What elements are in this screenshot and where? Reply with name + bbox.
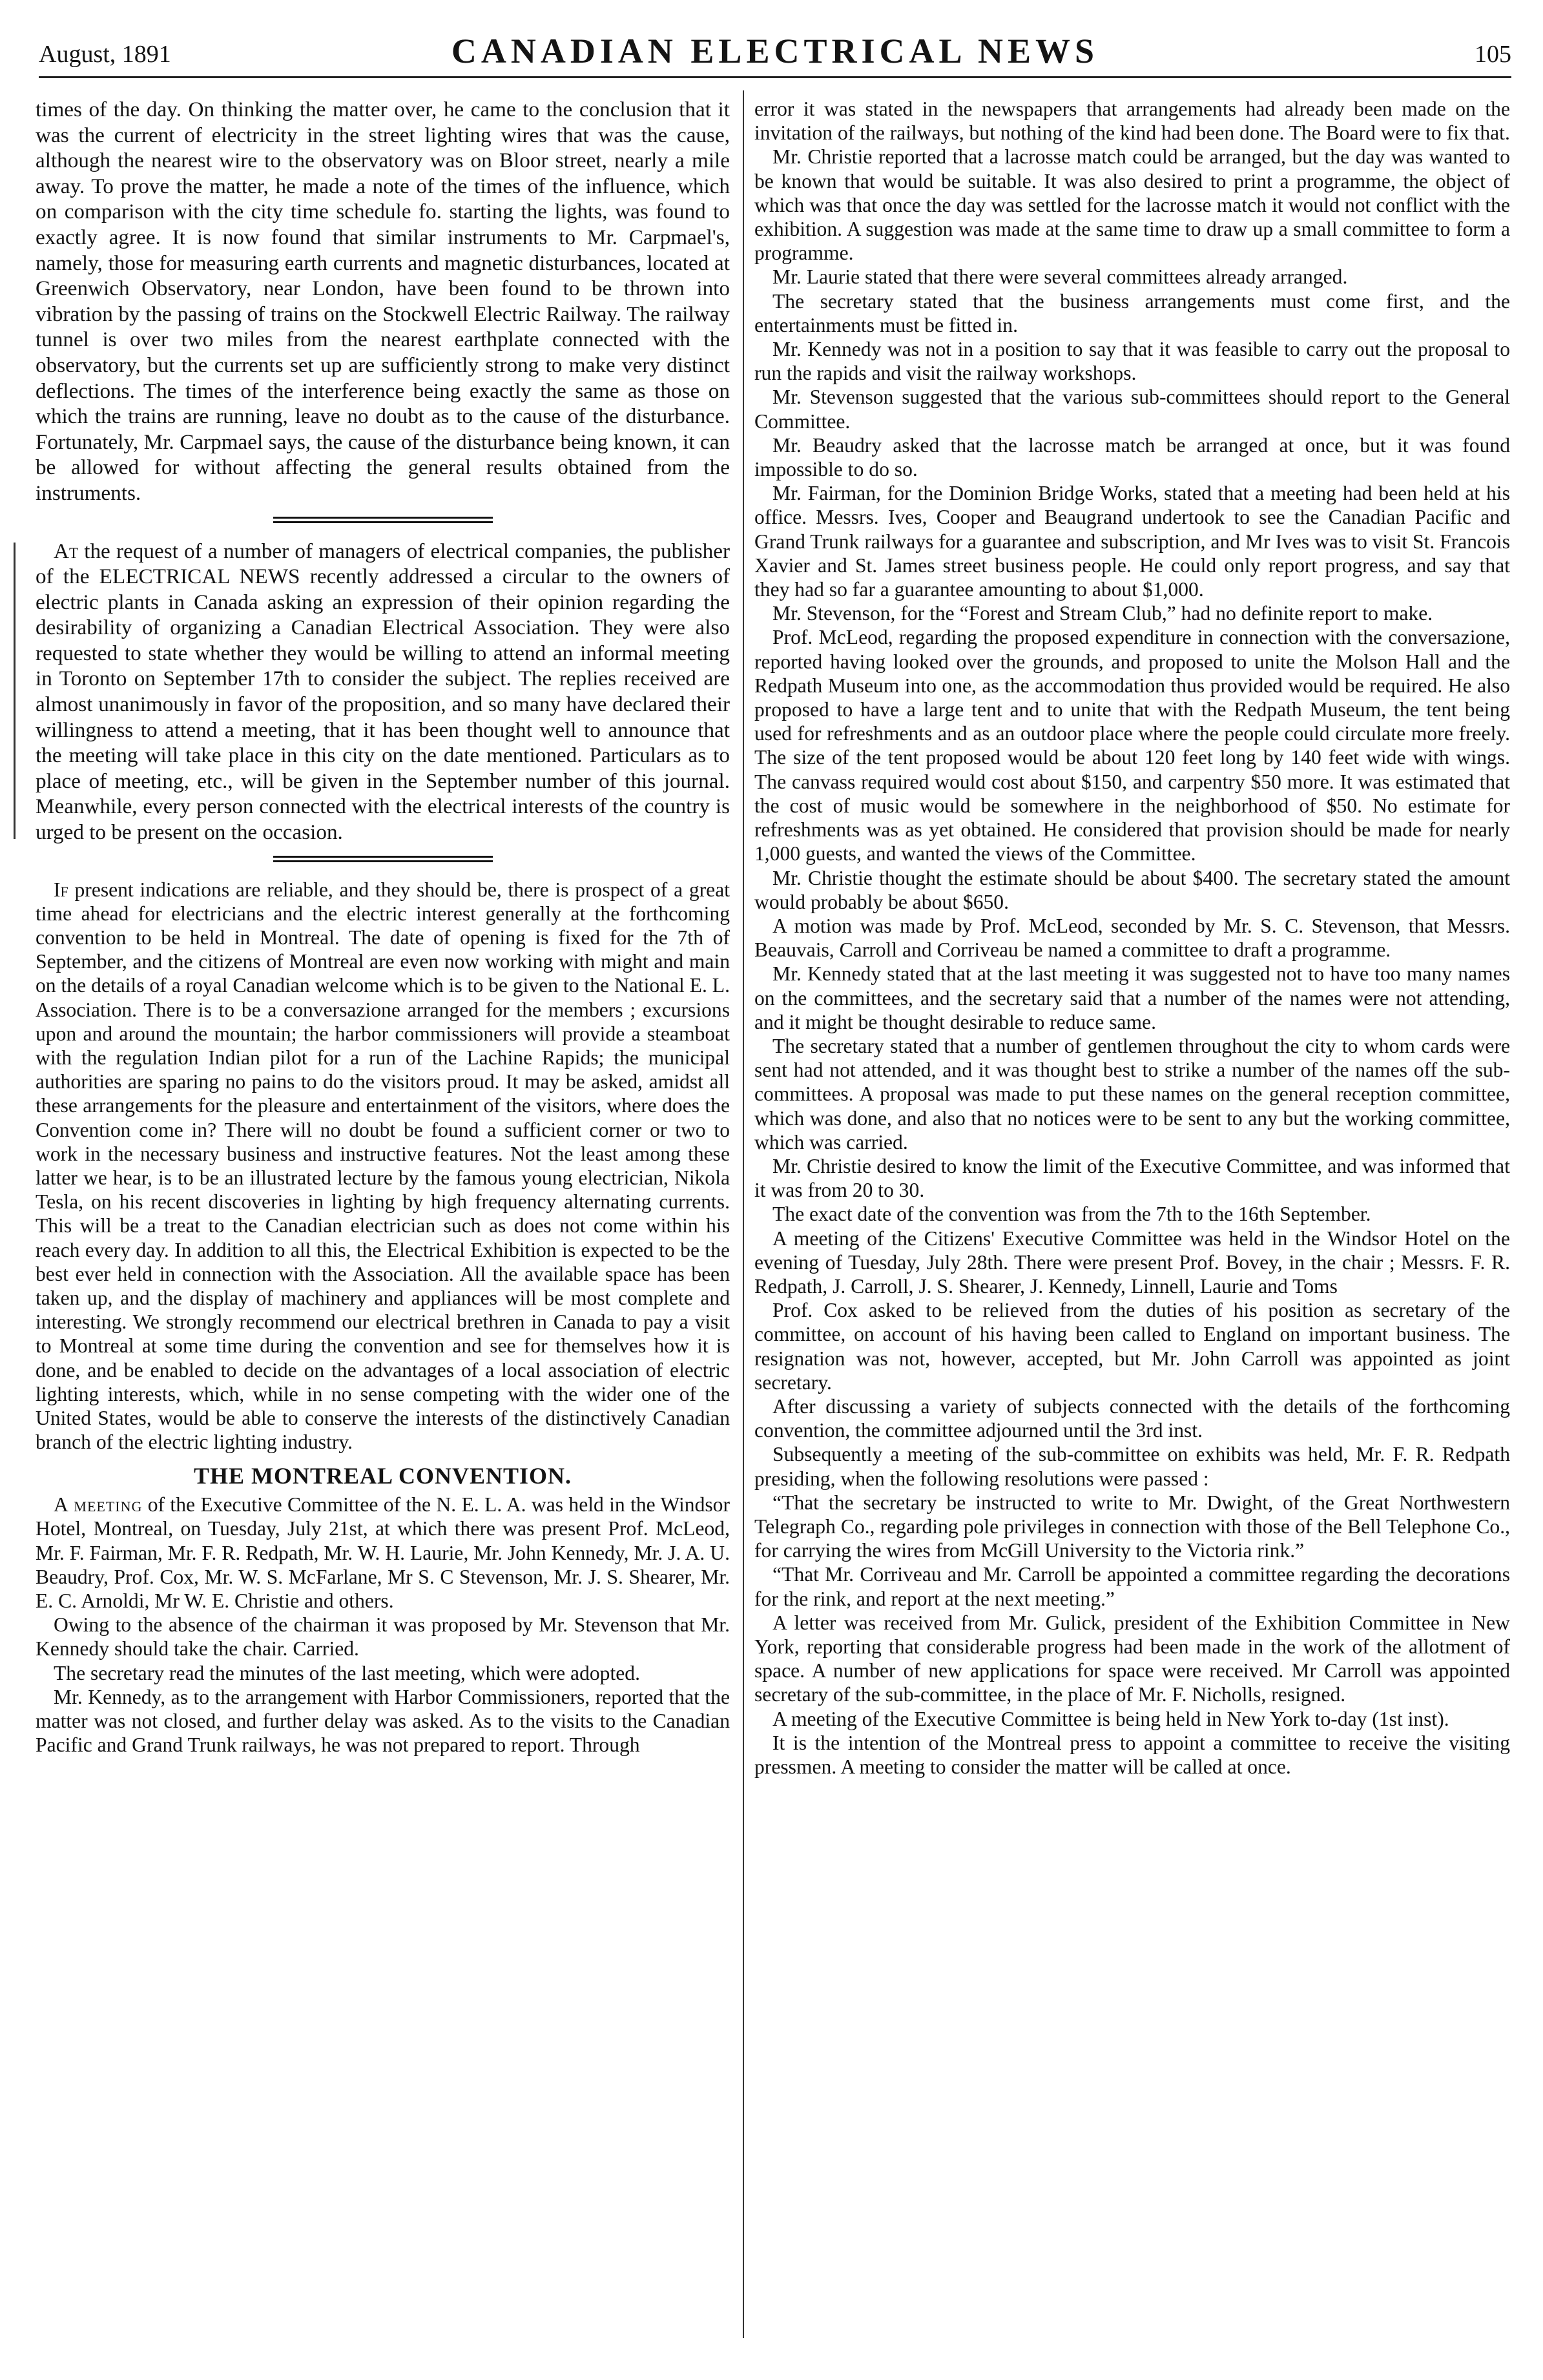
article-paragraph: Owing to the absence of the chairman it was proposed by Mr. Stevenson that Mr. Kennedy should take the chair. Carried. bbox=[36, 1613, 730, 1661]
lead-word: A meeting bbox=[54, 1493, 143, 1516]
section-separator bbox=[273, 515, 493, 526]
article-paragraph: It is the intention of the Montreal press to appoint a committee to receive the visiting pressmen. A meeting to consider the matter will be called at once. bbox=[754, 1731, 1510, 1779]
resolution-quote: “That Mr. Corriveau and Mr. Carroll be appointed a committee regarding the decorations for the rink, and report at the next meeting.” bbox=[754, 1563, 1510, 1610]
article-paragraph: The secretary read the minutes of the last meeting, which were adopted. bbox=[54, 1661, 640, 1684]
section-title: THE MONTREAL CONVENTION. bbox=[193, 1462, 572, 1489]
article-paragraph: Mr. Fairman, for the Dominion Bridge Works, stated that a meeting had been held at his office. Messrs. Ives, Cooper and Beaugrand undertook to see the Canadian Pacific and Grand Trunk railways for a guarantee and subscription, and Mr Ives was to visit St. Francois Xavier and St. James street business people. He could only report progress, and say that they had so far a guarantee amounting to about $1,000. bbox=[754, 482, 1510, 601]
article-paragraph: Subsequently a meeting of the sub-committee on exhibits was held, Mr. F. R. Redpath presiding, when the following resolutions were passed : bbox=[754, 1443, 1510, 1490]
column-divider bbox=[743, 90, 744, 2338]
article-paragraph: The exact date of the convention was from the 7th to the 16th September. bbox=[772, 1203, 1371, 1226]
article-paragraph: Mr. Kennedy was not in a position to say that it was feasible to carry out the proposal to run the rapids and visit the railway workshops. bbox=[754, 338, 1510, 385]
paragraph-text: present indications are reliable, and they should be, there is prospect of a great time ahead for electricians and the electric interest generally at the forthcoming convention to be held in Montreal. The date of opening is fixed for the 7th of September, and the citizens of Montreal are even now working with might and main on the details of a royal Canadian welcome which is to be given to the National E. L. Association. There is to be a conversazione arranged for the members ; excursions upon and around the mountain; the harbor commissioners will provide a steamboat with the regulation Indian pilot for a run of the Lachine Rapids; the municipal authorities are sparing no pains to do the visitors proud. It may be asked, amidst all these arrangements for the pleasure and entertainment of the visitors, where does the Convention come in? There will no doubt be found a sufficient corner or two to work in the necessary business and instructive features. Not the least among these latter we hear, is to be an illustrated lecture by the famous young electrician, Nikola Tesla, on his recent discoveries in lighting by high frequency alternating currents. This will be a treat to the Canadian electrician such as does not come within his reach every day. In addition to all this, the Electrical Exhibition is expected to be the best ever held in connection with the Association. All the available space has been taken up, and the display of machinery and appliances will be most complete and interesting. We strongly recommend our electrical brethren in Canada to pay a visit to Montreal at some time during the convention and see for themselves how it is done, and be enabled to decide on the advantages of a local association of electric lighting interests, which, while in no sense competing with the wider one of the United States, would be able to conserve the interests of the distinctively Canadian branch of the electric lighting industry. bbox=[36, 878, 730, 1454]
article-paragraph: A meeting of the Executive Committee is being held in New York to-day (1st inst). bbox=[772, 1707, 1449, 1730]
lead-word: At bbox=[54, 539, 79, 563]
article-paragraph: Mr. Stevenson suggested that the various sub-committees should report to the General Committee. bbox=[754, 386, 1510, 433]
right-column bbox=[754, 97, 1510, 1779]
article-paragraph: The secretary stated that the business arrangements must come first, and the entertainments must be fitted in. bbox=[754, 289, 1510, 336]
article-paragraph: Mr. Christie desired to know the limit of the Executive Committee, and was informed that it was from 20 to 30. bbox=[754, 1154, 1510, 1202]
article-paragraph: A motion was made by Prof. McLeod, seconded by Mr. S. C. Stevenson, that Messrs. Beauvais, Carroll and Corriveau be named a committee to draft a programme. bbox=[754, 914, 1510, 962]
section-separator bbox=[273, 854, 493, 865]
article-paragraph: Mr. Christie thought the estimate should be about $400. The secretary stated the amount would probably be about $650. bbox=[754, 866, 1510, 913]
lead-word: If bbox=[54, 878, 68, 901]
article-paragraph: Mr. Laurie stated that there were several committees already arranged. bbox=[772, 265, 1348, 289]
article-paragraph: After discussing a variety of subjects connected with the details of the forthcoming convention, the committee adjourned until the 3rd inst. bbox=[754, 1394, 1510, 1442]
left-column bbox=[36, 97, 730, 1757]
article-paragraph: Mr. Stevenson, for the “Forest and Stream Club,” had no definite report to make. bbox=[772, 602, 1433, 625]
article-paragraph: error it was stated in the newspapers that arrangements had already been made on the invitation of the railways, but nothing of the kind had been done. The Board were to fix that. bbox=[754, 98, 1510, 145]
article-paragraph: Prof. Cox asked to be relieved from the duties of his position as secretary of the committee, on account of his having been called to England on important business. The resignation was not, however, accepted, but Mr. John Carroll was appointed as joint secretary. bbox=[754, 1299, 1510, 1394]
article-carpmael-continued: times of the day. On thinking the matter over, he came to the conclusion that it was the current of electricity in the street lighting wires that was the cause, although the nearest wire to the observatory was on Bloor street, nearly a mile away. To prove the matter, he made a note of the times of the influence, which on comparison with the city time schedule fo. starting the lights, was found to exactly agree. It is now found that similar instruments to Mr. Carpmael's, namely, those for measuring earth currents and magnetic disturbances, located at Greenwich Observatory, near London, have been found to be thrown into vibration by the passing of trains on the Stockwell Electric Railway. The railway tunnel is over two miles from the nearest earthplate connected with the observatory, but the currents set up are sufficiently strong to make very distinct deflections. The times of the interference being exactly the same as those on which the trains are running, leave no doubt as to the cause of the disturbance. Fortunately, Mr. Carpmael says, the cause of the disturbance being known, it can be allowed for without affecting the general results obtained from the instruments. bbox=[36, 98, 730, 505]
article-paragraph bbox=[36, 1493, 730, 1613]
article-paragraph: A meeting of the Citizens' Executive Committee was held in the Windsor Hotel on the evening of Tuesday, July 28th. There were present Prof. Bovey, in the chair ; Messrs. F. R. Redpath, J. Carroll, J. S. Shearer, J. Kennedy, Linnell, Laurie and Toms bbox=[754, 1226, 1510, 1298]
paragraph-text: of the Executive Committee of the N. E. L. A. was held in the Windsor Hotel, Montreal, on Tuesday, July 21st, at which there was present Prof. McLeod, Mr. F. Fairman, Mr. F. R. Redpath, Mr. W. H. Laurie, Mr. John Kennedy, Mr. J. A. U. Beaudry, Prof. Cox, Mr. W. S. McFarlane, Mr S. C Stevenson, Mr. J. S. Shearer, Mr. E. C. Arnoldi, Mr W. E. Christie and others. bbox=[36, 1493, 730, 1612]
resolution-quote: “That the secretary be instructed to write to Mr. Dwight, of the Great Northwestern Telegraph Co., regarding pole privileges in connection with those of the Bell Telephone Co., for carrying the wires from McGill University to the Victoria rink.” bbox=[754, 1491, 1510, 1562]
page-header bbox=[39, 28, 1511, 74]
article-paragraph: Mr. Kennedy stated that at the last meeting it was suggested not to have too many names on the committees, and the secretary said that a number of the names were not attending, and it might be thought desirable to reduce same. bbox=[754, 962, 1510, 1033]
issue-date: August, 1891 bbox=[39, 41, 171, 68]
editorial-montreal-prospects bbox=[36, 878, 730, 1454]
article-paragraph: The secretary stated that a number of gentlemen throughout the city to whom cards were sent had not attended, and it was thought best to strike a number of the names off the sub-committees. A proposal was made to put these names on the general reception committee, which was done, and also that no notices were to be sent to any but the working committee, which was carried. bbox=[754, 1034, 1510, 1154]
article-paragraph: Mr. Kennedy, as to the arrangement with Harbor Commissioners, reported that the matter was not closed, and further delay was asked. As to the visits to the Canadian Pacific and Grand Trunk railways, he was not prepared to report. Through bbox=[36, 1685, 730, 1757]
margin-mark bbox=[14, 543, 16, 839]
page-number: 105 bbox=[1475, 41, 1511, 68]
article-paragraph: A letter was received from Mr. Gulick, president of the Exhibition Committee in New York, reporting that considerable progress had been made in the work of the allotment of space. A number of new applications for space were received. Mr Carroll was appointed secretary of the sub-committee, in the place of Mr. F. Nicholls, resigned. bbox=[754, 1611, 1510, 1706]
editorial-association-notice bbox=[36, 539, 730, 845]
article-paragraph: Mr. Beaudry asked that the lacrosse match be arranged at once, but it was found impossible to do so. bbox=[754, 433, 1510, 481]
paragraph-text: the request of a number of managers of electrical companies, the publisher of the ELECTRICAL NEWS recently addressed a circular to the owners of electric plants in Canada asking an expression of their opinion regarding the desirability of organizing a Canadian Electrical Association. They were also requested to state whether they would be willing to attend an informal meeting in Toronto on September 17th to consider the subject. The replies received are almost unanimously in favor of the proposition, and so many have declared their willingness to attend a meeting, that it has been thought well to announce that the meeting will take place in this city on the date mentioned. Particulars as to place of meeting, etc., will be given in the September number of this journal. Meanwhile, every person connected with the electrical interests of the country is urged to be present on the occasion. bbox=[36, 539, 730, 845]
article-paragraph: Mr. Christie reported that a lacrosse match could be arranged, but the day was wanted to be known that would be suitable. It was also desired to print a programme, the object of which was that once the day was settled for the lacrosse match it would not conflict with the exhibition. A suggestion was made at the same time to draw up a small committee to form a programme. bbox=[754, 145, 1510, 265]
publication-title: CANADIAN ELECTRICAL NEWS bbox=[451, 32, 1099, 70]
article-paragraph: Prof. McLeod, regarding the proposed expenditure in connection with the conversazione, reported having looked over the grounds, and proposed to unite the Molson Hall and the Redpath Museum into one, as the accommodation thus provided would be required. He also proposed to have a large tent and to unite that with the Redpath Museum, the tent being used for refreshments and as an outdoor place where the people could circulate more freely. The size of the tent proposed would be about 120 feet long by 140 feet wide with wings. The canvass required would cost about $150, and carpentry $50 more. It was estimated that the cost of music would be somewhere in the neighborhood of $50. No estimate for refreshments was as yet obtained. He considered that provision should be made for nearly 1,000 guests, and wanted the views of the Committee. bbox=[754, 626, 1510, 865]
header-rule bbox=[39, 76, 1511, 78]
